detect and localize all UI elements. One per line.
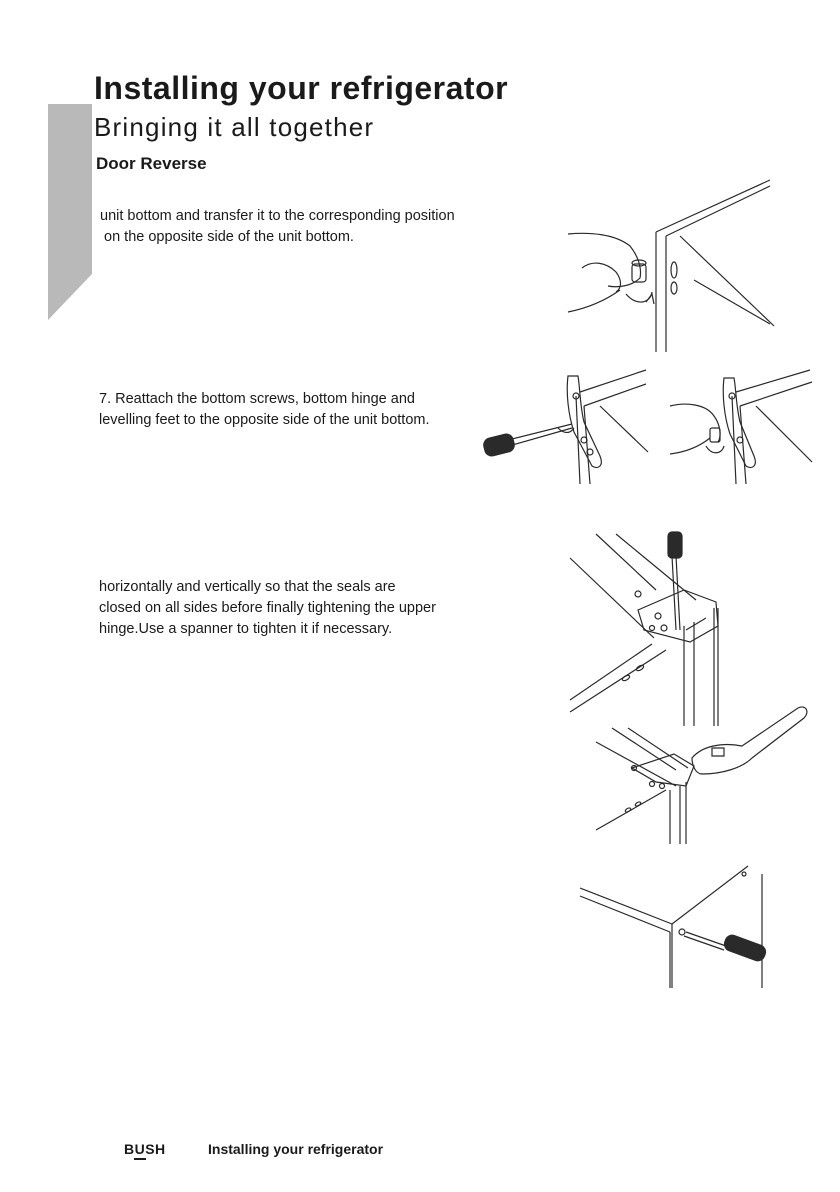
step-text-align-door: [99, 577, 436, 640]
illustration-top-screw: [576, 862, 776, 992]
page-title: Installing your refrigerator: [94, 70, 509, 106]
illustration-spanner: [592, 702, 812, 846]
text-line: unit bottom and transfer it to the corresponding position: [100, 208, 455, 224]
side-tab: [48, 104, 92, 320]
brand-underline: [134, 1158, 146, 1160]
text-line: 7. Reattach the bottom screws, bottom hinge and: [99, 391, 415, 407]
text-line: closed on all sides before finally tightening the upper: [99, 600, 436, 616]
illustration-attach-foot: [666, 366, 816, 488]
illustration-upper-hinge-screwdriver: [566, 530, 726, 728]
page-subtitle: Bringing it all together: [94, 112, 375, 142]
step-text-reattach-hinge: [99, 389, 430, 431]
illustration-screwdriver-hinge: [480, 366, 650, 488]
text-line: hinge.Use a spanner to tighten it if necessary.: [99, 621, 393, 637]
footer-title: Installing your refrigerator: [208, 1141, 384, 1157]
text-line: levelling feet to the opposite side of the unit bottom.: [99, 412, 430, 428]
text-line: horizontally and vertically so that the seals are: [99, 579, 396, 595]
text-line: on the opposite side of the unit bottom.: [100, 229, 354, 245]
brand-logo: BUSH: [124, 1141, 166, 1157]
section-heading: Door Reverse: [96, 154, 207, 173]
step-text-leveling-foot: [100, 206, 455, 248]
illustration-remove-foot: [560, 176, 780, 356]
